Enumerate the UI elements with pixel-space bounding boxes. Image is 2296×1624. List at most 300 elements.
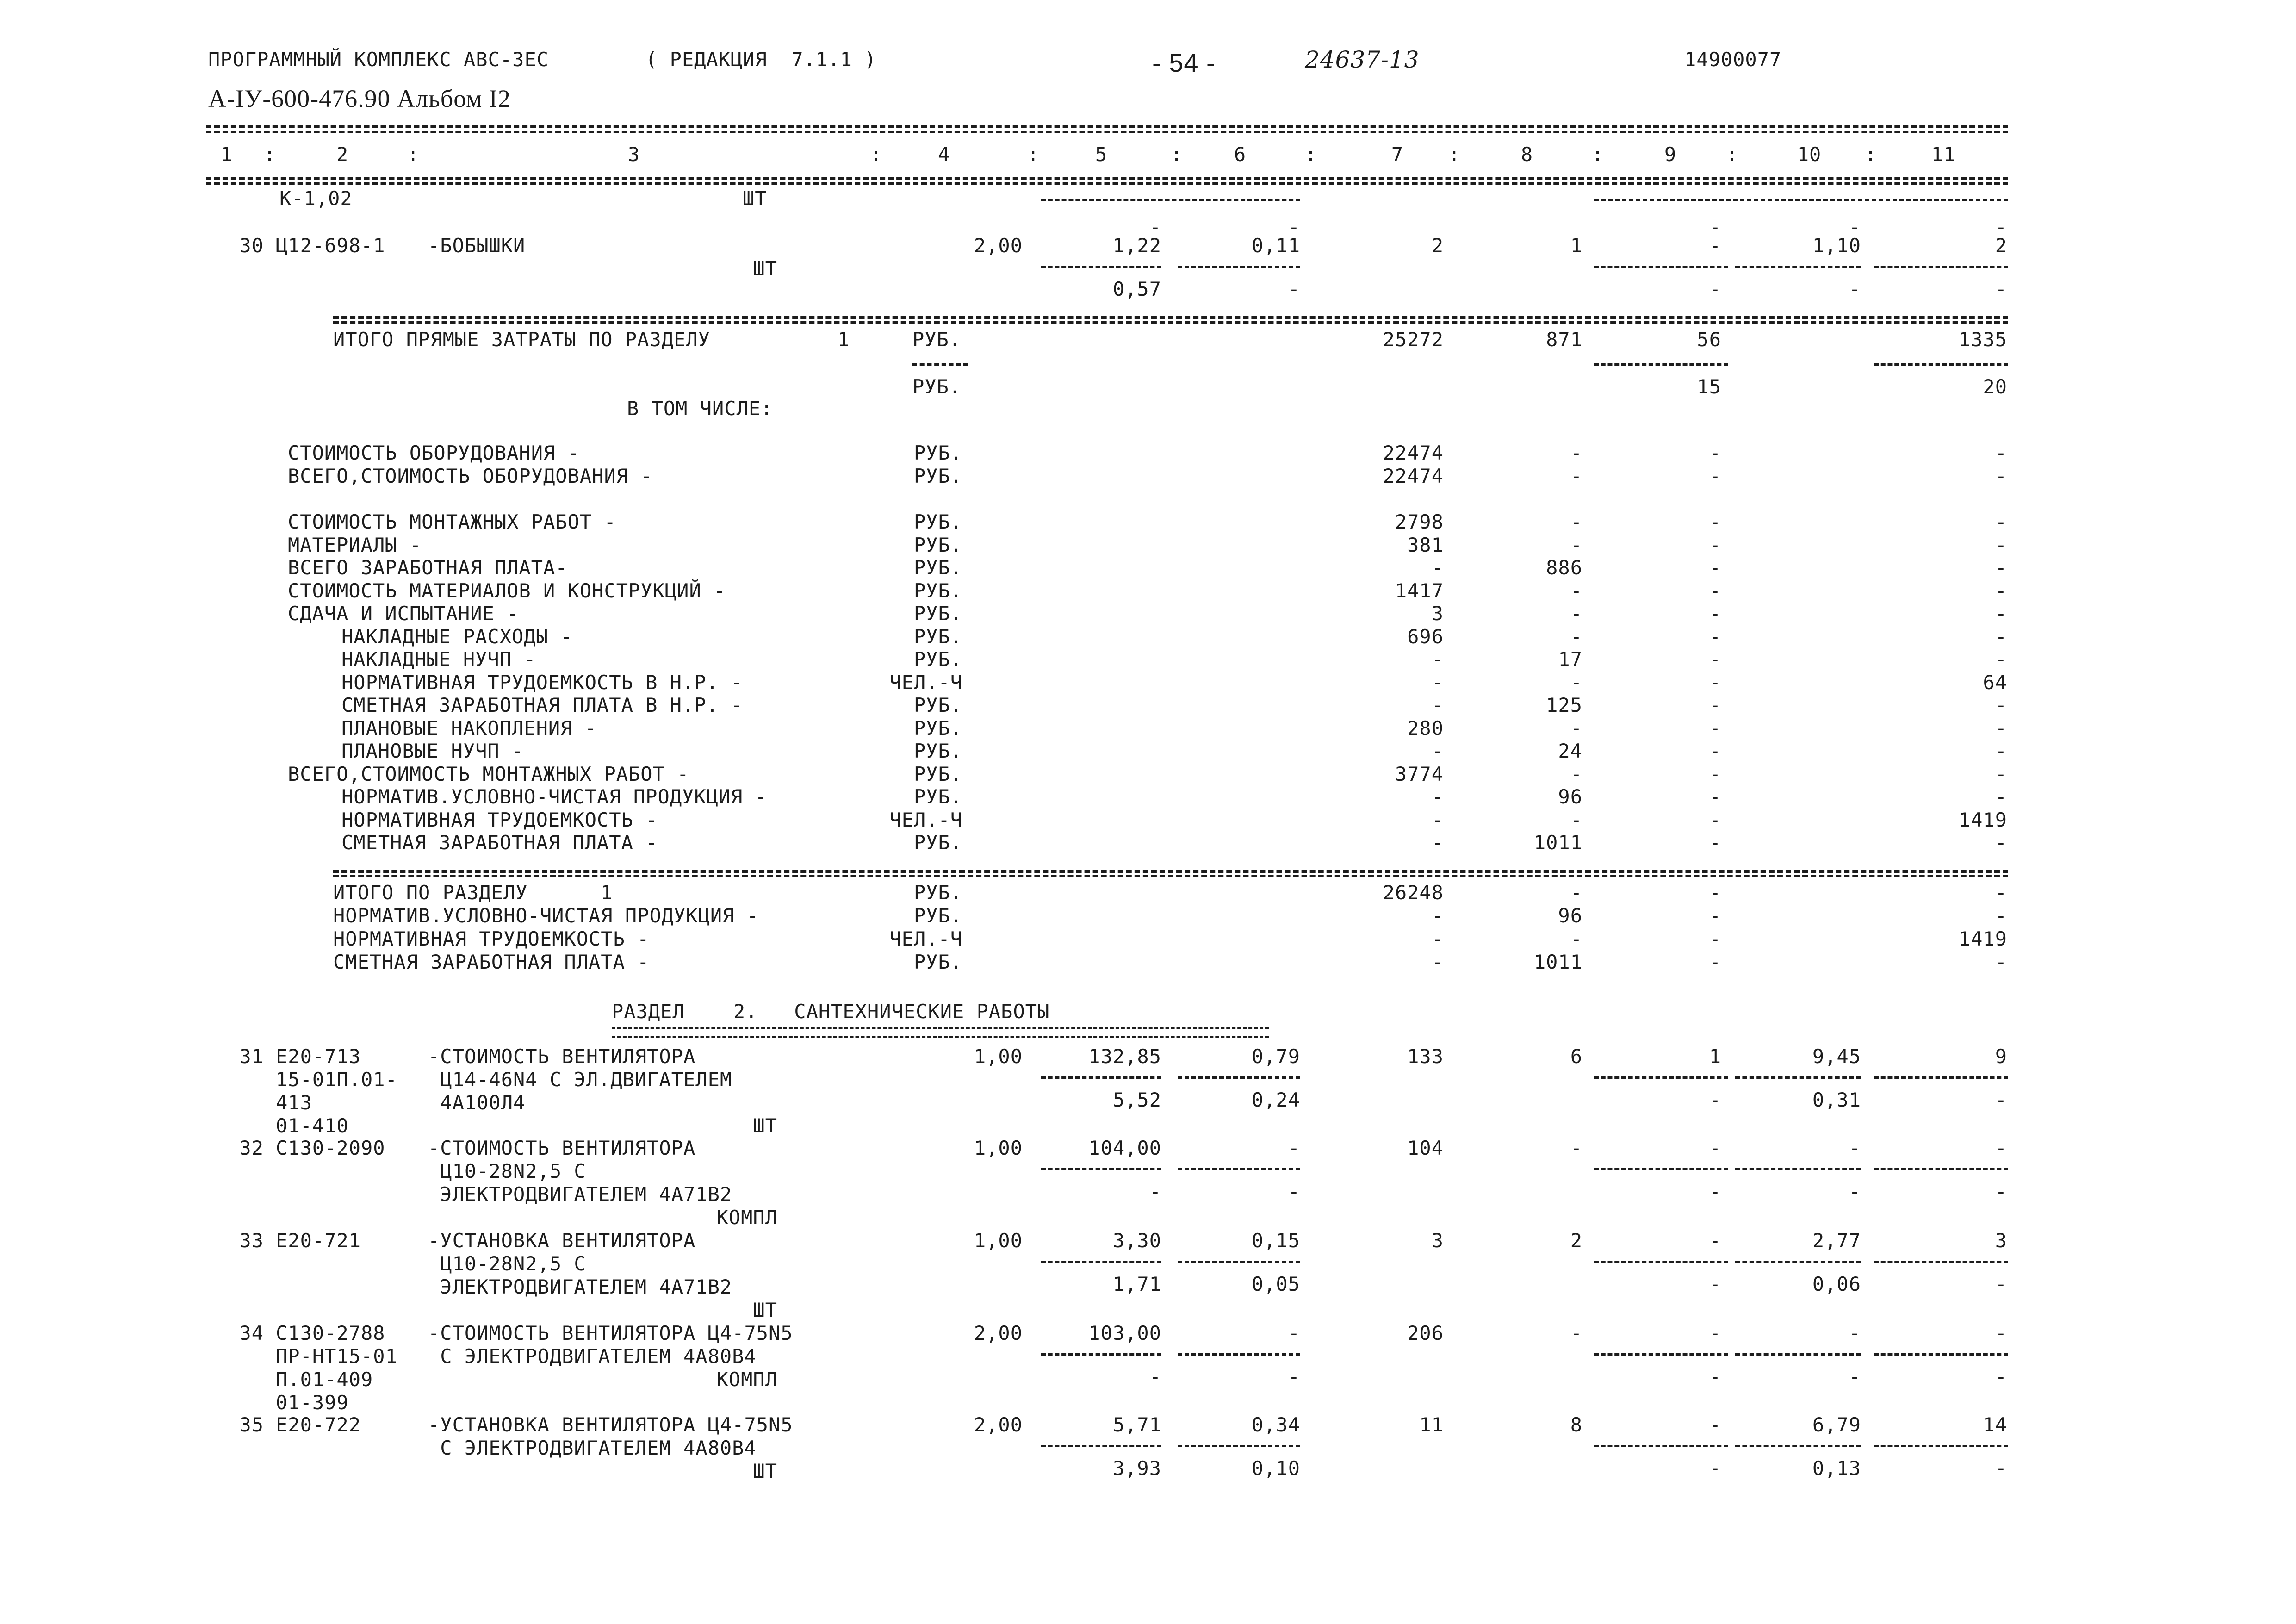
breakdown-col8: -	[1570, 442, 1582, 464]
breakdown-col7: -	[1431, 785, 1444, 808]
breakdown-col11: -	[1995, 716, 2007, 740]
breakdown-col11: 64	[1983, 671, 2007, 694]
fragment-unit: ШТ	[743, 187, 767, 210]
breakdown-label: НАКЛАДНЫЕ РАСХОДЫ -	[341, 625, 573, 648]
header-rule-bottom-2	[206, 182, 2008, 185]
breakdown-col9: -	[1709, 716, 1721, 740]
item-unit: КОМПЛ	[716, 1368, 777, 1391]
section-total-col11: -	[1995, 904, 2007, 927]
breakdown-col8: -	[1570, 808, 1582, 831]
item-price-col6-b: -	[1288, 1180, 1300, 1203]
section-total-unit: ЧЕЛ.-Ч	[889, 927, 962, 950]
breakdown-label: СМЕТНАЯ ЗАРАБОТНАЯ ПЛАТА В Н.Р. -	[341, 694, 743, 716]
breakdown-col8: 1011	[1533, 831, 1582, 854]
item-rule-col10	[1735, 1445, 1861, 1447]
breakdown-col9: -	[1709, 808, 1721, 831]
edition: ( РЕДАКЦИЯ 7.1.1 )	[645, 48, 877, 71]
unit-rule	[912, 363, 968, 366]
column-separator: :	[1171, 143, 1183, 166]
item-price-rule	[1178, 1353, 1300, 1356]
breakdown-label: СТОИМОСТЬ ОБОРУДОВАНИЯ -	[288, 442, 580, 464]
breakdown-unit: РУБ.	[913, 740, 962, 762]
breakdown-col8: -	[1570, 602, 1582, 625]
page-number: - 54 -	[1152, 48, 1216, 77]
breakdown-col8: -	[1570, 762, 1582, 785]
item-rule-col10	[1735, 266, 1861, 268]
item-unit: КОМПЛ	[716, 1206, 777, 1229]
item-name: -СТОИМОСТЬ ВЕНТИЛЯТОРА	[428, 1045, 696, 1068]
column-separator: :	[870, 143, 882, 166]
item-number: 34	[239, 1322, 264, 1344]
header-rule-bottom	[206, 177, 2008, 180]
item-rule-col10	[1735, 1076, 1861, 1079]
breakdown-col9: -	[1709, 740, 1721, 762]
breakdown-unit: РУБ.	[913, 556, 962, 579]
item-value-col7: 11	[1419, 1413, 1444, 1436]
breakdown-unit: РУБ.	[913, 625, 962, 648]
item-code: Ц12-698-1	[276, 234, 385, 257]
item-price-rule	[1041, 1076, 1161, 1079]
breakdown-col11: -	[1995, 533, 2007, 556]
item-rule-col9	[1594, 1261, 1728, 1263]
breakdown-col11: -	[1995, 556, 2007, 579]
item-value-col10: 1,10	[1812, 234, 1861, 257]
item-price-col6: 0,79	[1251, 1045, 1300, 1068]
item-price-rule	[1178, 1261, 1300, 1263]
col11-rule	[1874, 363, 2008, 366]
item-price-col5: 132,85	[1088, 1045, 1161, 1068]
section-total-col9: -	[1709, 904, 1721, 927]
header-rule-top	[206, 125, 2008, 128]
section-total-label: НОРМАТИВ.УСЛОВНО-ЧИСТАЯ ПРОДУКЦИЯ -	[333, 904, 759, 927]
section-total-unit: РУБ.	[913, 951, 962, 973]
breakdown-col8: 17	[1558, 648, 1582, 671]
item-price-col5-b: 3,93	[1112, 1457, 1161, 1480]
column-separator: :	[1865, 143, 1877, 166]
breakdown-col9: -	[1709, 648, 1721, 671]
item-value-col10-b: 0,06	[1812, 1273, 1861, 1295]
section-total-col9: -	[1709, 951, 1721, 973]
item-value-col10-b: -	[1849, 1180, 1861, 1203]
item-price-col5: 103,00	[1088, 1322, 1161, 1344]
item-price-col6-b: -	[1288, 278, 1300, 300]
breakdown-col7: 22474	[1383, 442, 1444, 464]
album-title: А-IУ-600-476.90 Альбом I2	[208, 85, 511, 112]
item-value-col7: 104	[1407, 1137, 1444, 1159]
handwritten-number: 24637-13	[1305, 46, 1420, 73]
breakdown-label: НОРМАТИВНАЯ ТРУДОЕМКОСТЬ -	[341, 808, 658, 831]
item-rule-col10	[1735, 1168, 1861, 1170]
item-unit: ШТ	[753, 1460, 777, 1482]
item-name: -СТОИМОСТЬ ВЕНТИЛЯТОРА Ц4-75N5	[428, 1322, 793, 1344]
breakdown-col11: -	[1995, 510, 2007, 533]
section-total-col11: -	[1995, 881, 2007, 904]
item-value-col9: 1	[1709, 1045, 1721, 1068]
fragment-code: К-1,02	[279, 187, 353, 210]
item-unit: ШТ	[753, 1299, 777, 1321]
breakdown-unit: РУБ.	[913, 602, 962, 625]
breakdown-col7: 381	[1407, 533, 1444, 556]
breakdown-unit: РУБ.	[913, 648, 962, 671]
item-quantity: 1,00	[974, 1229, 1023, 1252]
fragment-rule	[1041, 199, 1300, 201]
item-name: -СТОИМОСТЬ ВЕНТИЛЯТОРА	[428, 1137, 696, 1159]
section-total-unit: РУБ.	[913, 904, 962, 927]
section-total-label: ИТОГО ПО РАЗДЕЛУ 1	[333, 881, 613, 904]
breakdown-col11: -	[1995, 740, 2007, 762]
direct-costs-col8: 871	[1546, 328, 1582, 351]
col9-rule	[1594, 363, 1728, 366]
totals-rule	[333, 316, 2008, 319]
item-price-rule	[1041, 1168, 1161, 1170]
breakdown-col9: -	[1709, 556, 1721, 579]
item-price-col5-b: 1,71	[1112, 1273, 1161, 1295]
breakdown-col11: -	[1995, 579, 2007, 602]
item-price-col5-b: -	[1149, 1180, 1161, 1203]
breakdown-col7: -	[1431, 671, 1444, 694]
item-code: 413	[276, 1091, 312, 1114]
column-number-3: 3	[627, 143, 640, 166]
item-value-col11: 9	[1995, 1045, 2007, 1068]
direct-costs-section: 1	[838, 328, 850, 351]
breakdown-col9: -	[1709, 533, 1721, 556]
direct-costs-col7: 25272	[1383, 328, 1444, 351]
item-code: С130-2090	[276, 1137, 385, 1159]
item-code: ПР-НТ15-01	[276, 1345, 397, 1368]
breakdown-label: НОРМАТИВНАЯ ТРУДОЕМКОСТЬ В Н.Р. -	[341, 671, 743, 694]
item-name: Ц10-28N2,5 С	[428, 1160, 586, 1182]
section2-underline	[612, 1027, 1269, 1038]
direct-costs-col11-b: 20	[1983, 375, 2007, 398]
item-price-col5-b: 5,52	[1112, 1089, 1161, 1111]
item-price-rule	[1178, 1076, 1300, 1079]
item-name: ЭЛЕКТРОДВИГАТЕЛЕМ 4А71В2	[428, 1276, 732, 1298]
item-value-col11-b: -	[1995, 1180, 2007, 1203]
item-quantity: 1,00	[974, 1045, 1023, 1068]
column-number-1: 1	[220, 143, 233, 166]
section2-title: РАЗДЕЛ 2. САНТЕХНИЧЕСКИЕ РАБОТЫ	[612, 1000, 1050, 1023]
item-value-col8: -	[1570, 1322, 1582, 1344]
section-total-col11: -	[1995, 951, 2007, 973]
item-name: Ц10-28N2,5 С	[428, 1252, 586, 1275]
column-number-6: 6	[1234, 143, 1247, 166]
breakdown-unit: РУБ.	[913, 762, 962, 785]
item-value-col7: 133	[1407, 1045, 1444, 1068]
breakdown-col8: 125	[1546, 694, 1582, 716]
item-rule-col10	[1735, 1261, 1861, 1263]
breakdown-unit: РУБ.	[913, 464, 962, 487]
section-total-col7: -	[1431, 951, 1444, 973]
item-price-col6: 0,34	[1251, 1413, 1300, 1436]
breakdown-col8: -	[1570, 533, 1582, 556]
breakdown-col7: -	[1431, 694, 1444, 716]
item-value-col11: -	[1995, 1322, 2007, 1344]
direct-costs-col9: 56	[1697, 328, 1721, 351]
breakdown-col7: 2798	[1395, 510, 1444, 533]
item-price-rule	[1041, 1353, 1161, 1356]
item-rule-col11	[1874, 1261, 2008, 1263]
section-total-label: СМЕТНАЯ ЗАРАБОТНАЯ ПЛАТА -	[333, 951, 650, 973]
breakdown-col7: -	[1431, 740, 1444, 762]
breakdown-col8: -	[1570, 671, 1582, 694]
item-price-col5-b: -	[1149, 1365, 1161, 1388]
direct-costs-col9-b: 15	[1697, 375, 1721, 398]
item-price-col5: 3,30	[1112, 1229, 1161, 1252]
column-separator: :	[407, 143, 420, 166]
item-value-col11-b: -	[1995, 1089, 2007, 1111]
section-total-col9: -	[1709, 927, 1721, 950]
item-number: 32	[239, 1137, 264, 1159]
item-price-col6-b: 0,05	[1251, 1273, 1300, 1295]
item-price-col6-b: 0,10	[1251, 1457, 1300, 1480]
item-code: 15-01П.01-	[276, 1068, 397, 1091]
item-value-col9-b: -	[1709, 1180, 1721, 1203]
breakdown-col11: -	[1995, 602, 2007, 625]
section-total-col8: 96	[1558, 904, 1582, 927]
breakdown-unit: РУБ.	[913, 831, 962, 854]
breakdown-label: СМЕТНАЯ ЗАРАБОТНАЯ ПЛАТА -	[341, 831, 658, 854]
breakdown-col9: -	[1709, 602, 1721, 625]
item-name: -УСТАНОВКА ВЕНТИЛЯТОРА Ц4-75N5	[428, 1413, 793, 1436]
item-price-col6: -	[1288, 1322, 1300, 1344]
item-value-col11-b: -	[1995, 1365, 2007, 1388]
item-value-col9: -	[1709, 1322, 1721, 1344]
item-name: 4А100Л4	[428, 1091, 526, 1114]
breakdown-col11: -	[1995, 648, 2007, 671]
direct-costs-unit: РУБ.	[912, 328, 962, 351]
item-value-col9-b: -	[1709, 278, 1721, 300]
item-number: 30	[239, 234, 264, 257]
item-value-col7: 3	[1431, 1229, 1444, 1252]
section-total-col9: -	[1709, 881, 1721, 904]
item-value-col8: 6	[1570, 1045, 1582, 1068]
breakdown-col11: -	[1995, 762, 2007, 785]
item-value-col9-b: -	[1709, 1273, 1721, 1295]
item-value-col10: 6,79	[1812, 1413, 1861, 1436]
breakdown-unit: РУБ.	[913, 785, 962, 808]
column-number-9: 9	[1664, 143, 1677, 166]
item-code: Е20-722	[276, 1413, 361, 1436]
breakdown-col9: -	[1709, 762, 1721, 785]
breakdown-col7: 280	[1407, 716, 1444, 740]
breakdown-col9: -	[1709, 625, 1721, 648]
item-value-col10-b: -	[1849, 278, 1861, 300]
item-quantity: 2,00	[974, 234, 1023, 257]
item-dash-col10: -	[1849, 216, 1861, 238]
section-total-col7: -	[1431, 927, 1444, 950]
breakdown-col7: 22474	[1383, 464, 1444, 487]
breakdown-col7: -	[1431, 648, 1444, 671]
item-rule-col9	[1594, 1353, 1728, 1356]
item-code: Е20-721	[276, 1229, 361, 1252]
breakdown-unit: РУБ.	[913, 510, 962, 533]
section-total-rule-2	[333, 875, 2008, 877]
item-value-col11: -	[1995, 1137, 2007, 1159]
breakdown-col9: -	[1709, 671, 1721, 694]
breakdown-col9: -	[1709, 464, 1721, 487]
item-value-col9-b: -	[1709, 1089, 1721, 1111]
item-value-col9: -	[1709, 1229, 1721, 1252]
column-separator: :	[1448, 143, 1461, 166]
breakdown-label: НОРМАТИВ.УСЛОВНО-ЧИСТАЯ ПРОДУКЦИЯ -	[341, 785, 768, 808]
totals-rule-2	[333, 321, 2008, 324]
including-label: В ТОМ ЧИСЛЕ:	[627, 397, 773, 420]
item-price-rule	[1178, 1168, 1300, 1170]
item-code: 01-410	[276, 1114, 349, 1137]
direct-costs-unit-2: РУБ.	[912, 375, 962, 398]
section-total-rule	[333, 870, 2008, 873]
breakdown-unit: РУБ.	[913, 442, 962, 464]
breakdown-col9: -	[1709, 579, 1721, 602]
section-total-col8: -	[1570, 927, 1582, 950]
breakdown-col11: -	[1995, 785, 2007, 808]
breakdown-col7: 696	[1407, 625, 1444, 648]
item-rule-col9	[1594, 1076, 1728, 1079]
item-price-col6-b: 0,24	[1251, 1089, 1300, 1111]
column-number-8: 8	[1520, 143, 1533, 166]
item-name: -УСТАНОВКА ВЕНТИЛЯТОРА	[428, 1229, 696, 1252]
breakdown-col7: -	[1431, 808, 1444, 831]
breakdown-col11: 1419	[1958, 808, 2007, 831]
item-number: 31	[239, 1045, 264, 1068]
item-quantity: 2,00	[974, 1413, 1023, 1436]
item-name: С ЭЛЕКТРОДВИГАТЕЛЕМ 4А80В4	[428, 1345, 757, 1368]
item-name: ЭЛЕКТРОДВИГАТЕЛЕМ 4А71В2	[428, 1183, 732, 1206]
item-price-col5: 5,71	[1112, 1413, 1161, 1436]
breakdown-label: ВСЕГО,СТОИМОСТЬ МОНТАЖНЫХ РАБОТ -	[288, 762, 689, 785]
item-unit: ШТ	[753, 257, 777, 280]
item-price-rule	[1178, 1445, 1300, 1447]
item-value-col8: 1	[1570, 234, 1582, 257]
section-total-label: НОРМАТИВНАЯ ТРУДОЕМКОСТЬ -	[333, 927, 650, 950]
breakdown-col8: 886	[1546, 556, 1582, 579]
item-value-col8: 2	[1570, 1229, 1582, 1252]
item-price-rule	[1178, 266, 1300, 268]
breakdown-label: СТОИМОСТЬ МАТЕРИАЛОВ И КОНСТРУКЦИЙ -	[288, 579, 726, 602]
item-value-col9-b: -	[1709, 1365, 1721, 1388]
breakdown-label: ВСЕГО,СТОИМОСТЬ ОБОРУДОВАНИЯ -	[288, 464, 653, 487]
section-total-col7: -	[1431, 904, 1444, 927]
column-number-11: 11	[1931, 143, 1956, 166]
breakdown-col9: -	[1709, 442, 1721, 464]
column-separator: :	[1592, 143, 1604, 166]
breakdown-unit: ЧЕЛ.-Ч	[889, 671, 962, 694]
section-total-col11: 1419	[1958, 927, 2007, 950]
item-quantity: 1,00	[974, 1137, 1023, 1159]
item-value-col9: -	[1709, 234, 1721, 257]
column-number-10: 10	[1797, 143, 1822, 166]
breakdown-unit: ЧЕЛ.-Ч	[889, 808, 962, 831]
fragment-rule-right	[1594, 199, 2008, 201]
column-number-2: 2	[336, 143, 349, 166]
breakdown-label: ПЛАНОВЫЕ НУЧП -	[341, 740, 524, 762]
breakdown-label: ПЛАНОВЫЕ НАКОПЛЕНИЯ -	[341, 716, 597, 740]
section-total-col8: -	[1570, 881, 1582, 904]
direct-costs-col11: 1335	[1958, 328, 2007, 351]
item-dash-col9: -	[1709, 216, 1721, 238]
item-value-col10: -	[1849, 1137, 1861, 1159]
column-separator: :	[1726, 143, 1738, 166]
breakdown-col8: -	[1570, 579, 1582, 602]
item-value-col10-b: 0,13	[1812, 1457, 1861, 1480]
column-number-4: 4	[937, 143, 950, 166]
program-name: ПРОГРАММНЫЙ КОМПЛЕКС АВС-3ЕС	[208, 48, 549, 71]
item-price-col5: 104,00	[1088, 1137, 1161, 1159]
item-value-col10: 2,77	[1812, 1229, 1861, 1252]
item-rule-col10	[1735, 1353, 1861, 1356]
breakdown-label: МАТЕРИАЛЫ -	[288, 533, 422, 556]
item-value-col10-b: 0,31	[1812, 1089, 1861, 1111]
item-value-col8: -	[1570, 1137, 1582, 1159]
breakdown-unit: РУБ.	[913, 533, 962, 556]
breakdown-col11: -	[1995, 442, 2007, 464]
item-value-col10: -	[1849, 1322, 1861, 1344]
breakdown-col8: 96	[1558, 785, 1582, 808]
breakdown-col11: -	[1995, 831, 2007, 854]
item-rule-col9	[1594, 1168, 1728, 1170]
item-value-col10-b: -	[1849, 1365, 1861, 1388]
item-price-col6: 0,15	[1251, 1229, 1300, 1252]
item-value-col11: 14	[1983, 1413, 2007, 1436]
item-price-rule	[1041, 1261, 1161, 1263]
item-dash-col5: -	[1149, 216, 1161, 238]
item-value-col7: 2	[1431, 234, 1444, 257]
item-code: С130-2788	[276, 1322, 385, 1344]
item-price-col5-b: 0,57	[1112, 278, 1161, 300]
item-rule-col11	[1874, 1353, 2008, 1356]
breakdown-col7: 3	[1431, 602, 1444, 625]
breakdown-col9: -	[1709, 785, 1721, 808]
item-name: Ц14-46N4 С ЭЛ.ДВИГАТЕЛЕМ	[428, 1068, 732, 1091]
breakdown-unit: РУБ.	[913, 716, 962, 740]
breakdown-col8: 24	[1558, 740, 1582, 762]
item-value-col9-b: -	[1709, 1457, 1721, 1480]
item-number: 33	[239, 1229, 264, 1252]
breakdown-col7: 1417	[1395, 579, 1444, 602]
item-number: 35	[239, 1413, 264, 1436]
item-name: С ЭЛЕКТРОДВИГАТЕЛЕМ 4А80В4	[428, 1437, 757, 1459]
breakdown-col11: -	[1995, 464, 2007, 487]
breakdown-col7: -	[1431, 831, 1444, 854]
item-quantity: 2,00	[974, 1322, 1023, 1344]
breakdown-col8: -	[1570, 716, 1582, 740]
breakdown-col7: -	[1431, 556, 1444, 579]
item-price-rule	[1041, 266, 1161, 268]
breakdown-col8: -	[1570, 510, 1582, 533]
item-value-col8: 8	[1570, 1413, 1582, 1436]
breakdown-col11: -	[1995, 694, 2007, 716]
item-code: П.01-409	[276, 1368, 373, 1391]
column-number-5: 5	[1095, 143, 1108, 166]
breakdown-label: ВСЕГО ЗАРАБОТНАЯ ПЛАТА-	[288, 556, 568, 579]
item-value-col11: 3	[1995, 1229, 2007, 1252]
column-separator: :	[264, 143, 276, 166]
item-dash-col6: -	[1288, 216, 1300, 238]
item-value-col9: -	[1709, 1413, 1721, 1436]
item-rule-col11	[1874, 1076, 2008, 1079]
item-code: Е20-713	[276, 1045, 361, 1068]
item-unit: ШТ	[753, 1114, 777, 1137]
item-rule-col9	[1594, 266, 1728, 268]
section-total-col7: 26248	[1383, 881, 1444, 904]
item-rule-col11	[1874, 1445, 2008, 1447]
item-code: 01-399	[276, 1391, 349, 1414]
breakdown-col11: -	[1995, 625, 2007, 648]
item-rule-col11	[1874, 266, 2008, 268]
breakdown-label: НАКЛАДНЫЕ НУЧП -	[341, 648, 536, 671]
breakdown-col9: -	[1709, 831, 1721, 854]
section-total-col8: 1011	[1533, 951, 1582, 973]
